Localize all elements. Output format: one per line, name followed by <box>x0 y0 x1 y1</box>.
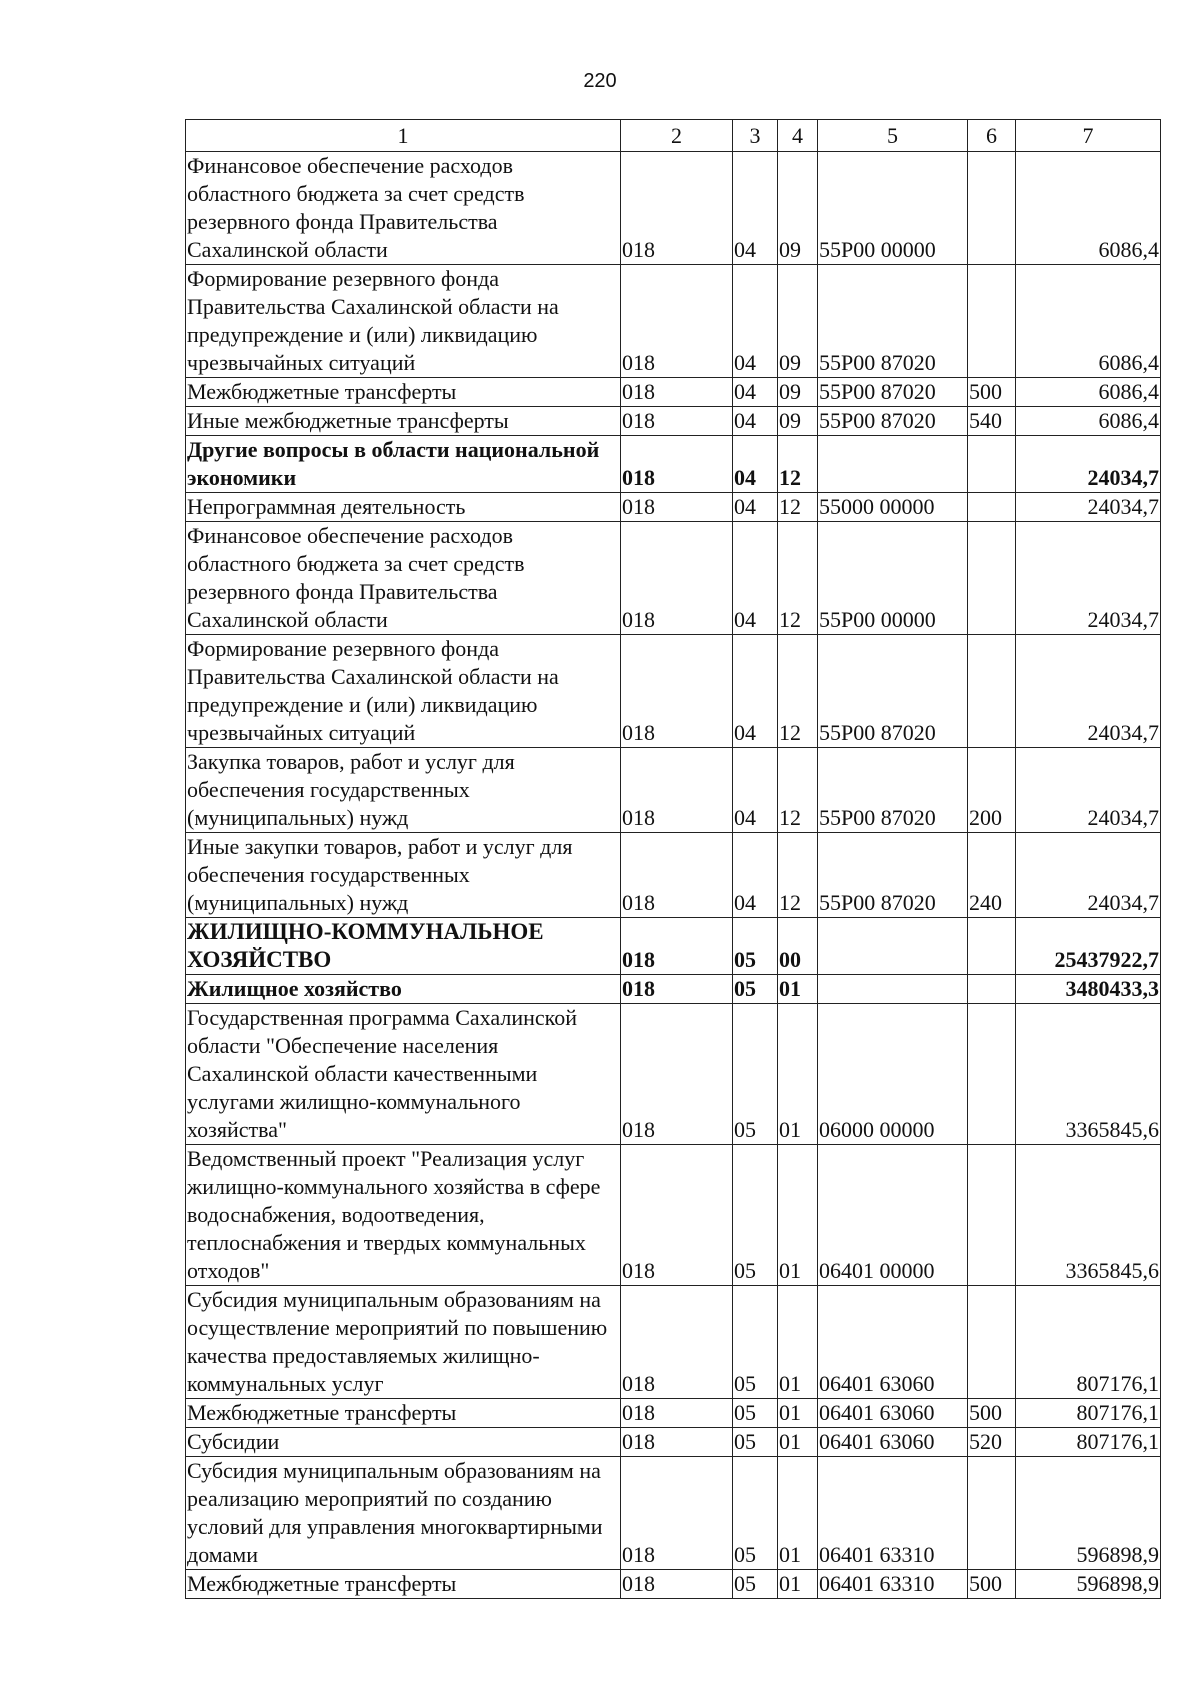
section-code-cell: 04 <box>733 493 778 522</box>
ministry-code-cell: 018 <box>621 1570 733 1599</box>
subsection-code-cell: 12 <box>778 635 818 748</box>
table-row <box>186 1457 1161 1570</box>
table-row <box>186 1428 1161 1457</box>
table-row <box>186 748 1161 833</box>
expense-type-cell <box>968 436 1016 493</box>
section-code-cell: 05 <box>733 918 778 975</box>
amount-cell: 3365845,6 <box>1016 1145 1161 1286</box>
row-name-cell: Государственная программа Сахалинской области "Обеспечение населения Сахалинской области качественными услугами жилищно-коммунального хозяйства" <box>186 1004 621 1145</box>
target-article-cell: 55Р00 87020 <box>818 748 968 833</box>
subsection-code-cell: 01 <box>778 1399 818 1428</box>
row-name-cell: Межбюджетные трансферты <box>186 378 621 407</box>
section-code-cell: 04 <box>733 436 778 493</box>
target-article-cell: 06401 00000 <box>818 1145 968 1286</box>
table-row <box>186 975 1161 1004</box>
section-code-cell: 04 <box>733 265 778 378</box>
table-row <box>186 1399 1161 1428</box>
ministry-code-cell: 018 <box>621 436 733 493</box>
table-row <box>186 436 1161 493</box>
target-article-cell: 55Р00 87020 <box>818 407 968 436</box>
section-code-cell: 05 <box>733 1286 778 1399</box>
table-row <box>186 378 1161 407</box>
ministry-code-cell: 018 <box>621 1428 733 1457</box>
row-name-cell: Формирование резервного фонда Правительства Сахалинской области на предупреждение и (или) ликвидацию чрезвычайных ситуаций <box>186 265 621 378</box>
section-code-cell: 05 <box>733 1145 778 1286</box>
expense-type-cell <box>968 918 1016 975</box>
header-cell: 2 <box>621 120 733 152</box>
subsection-code-cell: 01 <box>778 975 818 1004</box>
table-row <box>186 918 1161 975</box>
target-article-cell: 55Р00 87020 <box>818 833 968 918</box>
ministry-code-cell: 018 <box>621 635 733 748</box>
expense-type-cell: 500 <box>968 378 1016 407</box>
subsection-code-cell: 00 <box>778 918 818 975</box>
page-number: 220 <box>583 70 617 92</box>
expense-type-cell <box>968 522 1016 635</box>
ministry-code-cell: 018 <box>621 748 733 833</box>
expense-type-cell <box>968 1457 1016 1570</box>
amount-cell: 25437922,7 <box>1016 918 1161 975</box>
header-cell: 4 <box>778 120 818 152</box>
row-name-cell: Субсидия муниципальным образованиям на реализацию мероприятий по созданию условий для управления многоквартирными домами <box>186 1457 621 1570</box>
target-article-cell: 55000 00000 <box>818 493 968 522</box>
row-name-cell: Жилищное хозяйство <box>186 975 621 1004</box>
subsection-code-cell: 09 <box>778 152 818 265</box>
row-name-cell: Непрограммная деятельность <box>186 493 621 522</box>
header-cell: 6 <box>968 120 1016 152</box>
subsection-code-cell: 12 <box>778 436 818 493</box>
expense-type-cell: 500 <box>968 1570 1016 1599</box>
amount-cell: 3480433,3 <box>1016 975 1161 1004</box>
header-cell: 5 <box>818 120 968 152</box>
ministry-code-cell: 018 <box>621 522 733 635</box>
expense-type-cell <box>968 635 1016 748</box>
row-name-cell: Межбюджетные трансферты <box>186 1399 621 1428</box>
header-row <box>186 120 1161 152</box>
ministry-code-cell: 018 <box>621 407 733 436</box>
row-name-cell: Межбюджетные трансферты <box>186 1570 621 1599</box>
subsection-code-cell: 12 <box>778 833 818 918</box>
ministry-code-cell: 018 <box>621 1399 733 1428</box>
header-cell: 3 <box>733 120 778 152</box>
section-code-cell: 04 <box>733 833 778 918</box>
subsection-code-cell: 01 <box>778 1428 818 1457</box>
section-code-cell: 05 <box>733 1399 778 1428</box>
table-row <box>186 1145 1161 1286</box>
amount-cell: 807176,1 <box>1016 1286 1161 1399</box>
ministry-code-cell: 018 <box>621 265 733 378</box>
ministry-code-cell: 018 <box>621 833 733 918</box>
ministry-code-cell: 018 <box>621 1457 733 1570</box>
subsection-code-cell: 09 <box>778 265 818 378</box>
table-row <box>186 152 1161 265</box>
section-code-cell: 04 <box>733 152 778 265</box>
target-article-cell: 06000 00000 <box>818 1004 968 1145</box>
subsection-code-cell: 01 <box>778 1004 818 1145</box>
target-article-cell: 06401 63060 <box>818 1399 968 1428</box>
expense-type-cell <box>968 975 1016 1004</box>
subsection-code-cell: 09 <box>778 378 818 407</box>
row-name-cell: Другие вопросы в области национальной экономики <box>186 436 621 493</box>
target-article-cell: 55Р00 00000 <box>818 152 968 265</box>
section-code-cell: 05 <box>733 975 778 1004</box>
subsection-code-cell: 01 <box>778 1570 818 1599</box>
row-name-cell: Финансовое обеспечение расходов областного бюджета за счет средств резервного фонда Правительства Сахалинской области <box>186 152 621 265</box>
amount-cell: 596898,9 <box>1016 1457 1161 1570</box>
amount-cell: 24034,7 <box>1016 522 1161 635</box>
ministry-code-cell: 018 <box>621 493 733 522</box>
row-name-cell: ЖИЛИЩНО-КОММУНАЛЬНОЕ ХОЗЯЙСТВО <box>186 918 621 975</box>
expense-type-cell: 200 <box>968 748 1016 833</box>
row-name-cell: Ведомственный проект "Реализация услуг жилищно-коммунального хозяйства в сфере водоснабжения, водоотведения, теплоснабжения и твердых коммунальных отходов" <box>186 1145 621 1286</box>
ministry-code-cell: 018 <box>621 152 733 265</box>
table-row <box>186 265 1161 378</box>
section-code-cell: 05 <box>733 1004 778 1145</box>
expense-type-cell <box>968 1286 1016 1399</box>
row-name-cell: Финансовое обеспечение расходов областного бюджета за счет средств резервного фонда Правительства Сахалинской области <box>186 522 621 635</box>
section-code-cell: 04 <box>733 407 778 436</box>
table-row <box>186 493 1161 522</box>
amount-cell: 807176,1 <box>1016 1428 1161 1457</box>
amount-cell: 6086,4 <box>1016 407 1161 436</box>
expense-type-cell <box>968 493 1016 522</box>
subsection-code-cell: 01 <box>778 1457 818 1570</box>
expense-type-cell <box>968 265 1016 378</box>
header-cell: 1 <box>186 120 621 152</box>
target-article-cell: 06401 63060 <box>818 1428 968 1457</box>
target-article-cell: 55Р00 87020 <box>818 378 968 407</box>
table-body <box>186 152 1161 1599</box>
amount-cell: 596898,9 <box>1016 1570 1161 1599</box>
ministry-code-cell: 018 <box>621 378 733 407</box>
row-name-cell: Субсидии <box>186 1428 621 1457</box>
section-code-cell: 05 <box>733 1457 778 1570</box>
target-article-cell <box>818 436 968 493</box>
row-name-cell: Формирование резервного фонда Правительства Сахалинской области на предупреждение и (или) ликвидацию чрезвычайных ситуаций <box>186 635 621 748</box>
row-name-cell: Иные закупки товаров, работ и услуг для обеспечения государственных (муниципальных) нужд <box>186 833 621 918</box>
ministry-code-cell: 018 <box>621 1145 733 1286</box>
target-article-cell: 55Р00 87020 <box>818 635 968 748</box>
section-code-cell: 04 <box>733 378 778 407</box>
table-row <box>186 1004 1161 1145</box>
table-row <box>186 1570 1161 1599</box>
expense-type-cell: 240 <box>968 833 1016 918</box>
target-article-cell <box>818 975 968 1004</box>
ministry-code-cell: 018 <box>621 975 733 1004</box>
row-name-cell: Закупка товаров, работ и услуг для обеспечения государственных (муниципальных) нужд <box>186 748 621 833</box>
table-row <box>186 833 1161 918</box>
header-cell: 7 <box>1016 120 1161 152</box>
amount-cell: 24034,7 <box>1016 833 1161 918</box>
expense-type-cell: 500 <box>968 1399 1016 1428</box>
ministry-code-cell: 018 <box>621 1004 733 1145</box>
subsection-code-cell: 12 <box>778 748 818 833</box>
table-row <box>186 1286 1161 1399</box>
section-code-cell: 05 <box>733 1570 778 1599</box>
subsection-code-cell: 09 <box>778 407 818 436</box>
expense-type-cell: 540 <box>968 407 1016 436</box>
amount-cell: 6086,4 <box>1016 152 1161 265</box>
section-code-cell: 04 <box>733 748 778 833</box>
row-name-cell: Иные межбюджетные трансферты <box>186 407 621 436</box>
amount-cell: 6086,4 <box>1016 265 1161 378</box>
subsection-code-cell: 01 <box>778 1145 818 1286</box>
target-article-cell: 06401 63310 <box>818 1570 968 1599</box>
amount-cell: 24034,7 <box>1016 436 1161 493</box>
expense-type-cell <box>968 1004 1016 1145</box>
table-row <box>186 522 1161 635</box>
expense-type-cell <box>968 152 1016 265</box>
subsection-code-cell: 12 <box>778 493 818 522</box>
target-article-cell: 06401 63310 <box>818 1457 968 1570</box>
amount-cell: 6086,4 <box>1016 378 1161 407</box>
subsection-code-cell: 01 <box>778 1286 818 1399</box>
table-row <box>186 407 1161 436</box>
expense-type-cell: 520 <box>968 1428 1016 1457</box>
amount-cell: 24034,7 <box>1016 748 1161 833</box>
target-article-cell <box>818 918 968 975</box>
expense-type-cell <box>968 1145 1016 1286</box>
table-row <box>186 635 1161 748</box>
section-code-cell: 05 <box>733 1428 778 1457</box>
subsection-code-cell: 12 <box>778 522 818 635</box>
row-name-cell: Субсидия муниципальным образованиям на осуществление мероприятий по повышению качества предоставляемых жилищно-коммунальных услуг <box>186 1286 621 1399</box>
amount-cell: 24034,7 <box>1016 493 1161 522</box>
target-article-cell: 55Р00 87020 <box>818 265 968 378</box>
target-article-cell: 06401 63060 <box>818 1286 968 1399</box>
amount-cell: 24034,7 <box>1016 635 1161 748</box>
amount-cell: 3365845,6 <box>1016 1004 1161 1145</box>
section-code-cell: 04 <box>733 635 778 748</box>
section-code-cell: 04 <box>733 522 778 635</box>
amount-cell: 807176,1 <box>1016 1399 1161 1428</box>
ministry-code-cell: 018 <box>621 918 733 975</box>
budget-table <box>185 119 1161 1599</box>
target-article-cell: 55Р00 00000 <box>818 522 968 635</box>
ministry-code-cell: 018 <box>621 1286 733 1399</box>
